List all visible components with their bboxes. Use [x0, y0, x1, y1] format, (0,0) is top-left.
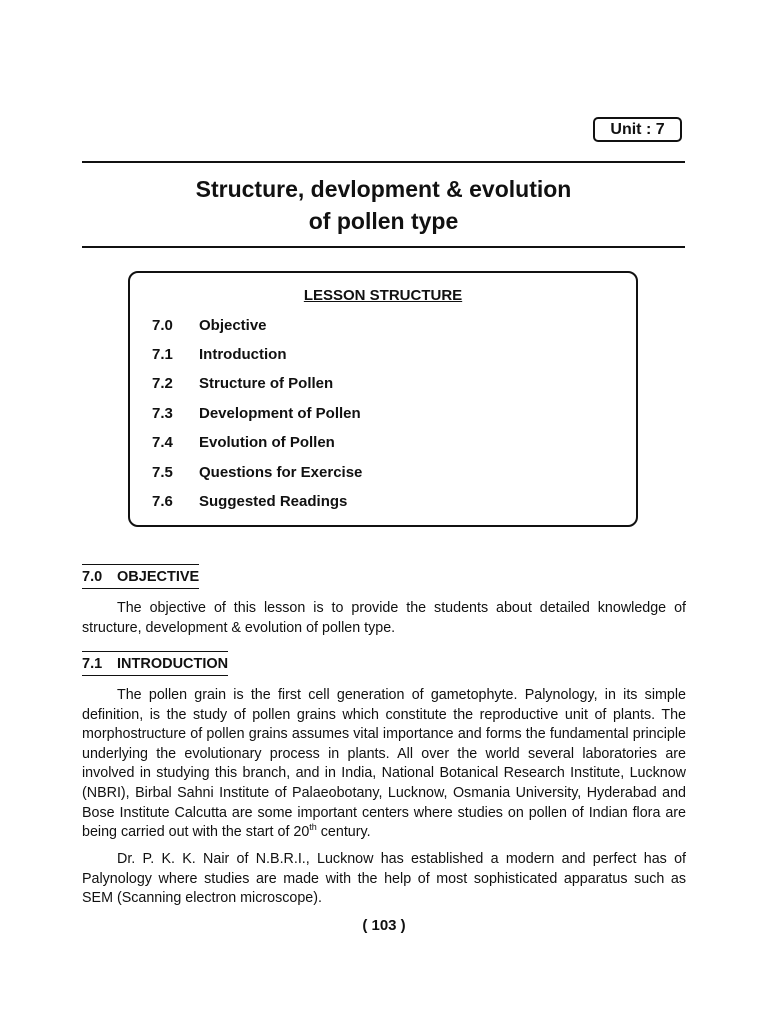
- lesson-structure-box: [128, 271, 638, 527]
- lesson-item: [152, 464, 362, 482]
- lesson-item-number: 7.1: [152, 346, 173, 363]
- lesson-item-number: 7.6: [152, 493, 173, 510]
- lesson-item-number: 7.2: [152, 375, 173, 392]
- lesson-item-label: Questions for Exercise: [199, 464, 363, 481]
- lesson-item-number: 7.5: [152, 464, 173, 481]
- introduction-paragraph-1: [82, 686, 686, 843]
- section-number: 7.1: [82, 656, 103, 672]
- lesson-structure-heading: LESSON STRUCTURE: [303, 287, 463, 304]
- page-title: [82, 173, 685, 237]
- lesson-item-label: Suggested Readings: [199, 493, 348, 510]
- page-number: ( 103 ): [362, 917, 406, 934]
- superscript-th: th: [309, 822, 317, 833]
- lesson-item-label: Structure of Pollen: [199, 375, 334, 392]
- section-heading-introduction: [82, 651, 228, 676]
- lesson-item-number: 7.4: [152, 434, 173, 451]
- objective-paragraph: The objective of this lesson is to provide the students about detailed knowledge of structure, development & evolution of pollen type.: [82, 600, 686, 636]
- lesson-item-number: 7.0: [152, 317, 173, 334]
- introduction-paragraph-1-text: The pollen grain is the first cell generation of gametophyte. Palynology, in its simple definition, is the study of pollen grains which constitute the reproductive unit of plants. The morphostructure of pollen grains assumes vital importance and forms the fundamental principle underlying the evolutionary process in plants. All over the world several laboratories are involved in studying this branch, and in India, National Botanical Research Institute, Lucknow (NBRI), Birbal Sahni Institute of Palaeobotany, Lucknow, Osmania University, Hyderabad and Bose Institute Calcutta are some important centers where studies on pollen of Indian flora are being carried out with the start of 20: [82, 687, 686, 841]
- section-title: OBJECTIVE: [117, 569, 200, 585]
- lesson-item-label: Evolution of Pollen: [199, 434, 335, 451]
- section-number: 7.0: [82, 569, 103, 585]
- unit-label: Unit : 7: [593, 117, 682, 142]
- introduction-paragraph-2: Dr. P. K. K. Nair of N.B.R.I., Lucknow has established a modern and perfect has of Palynology where studies are made with the help of most sophisticated apparatus such as SEM (Scanning electron microscope).: [82, 851, 686, 907]
- title-top-rule: [82, 161, 685, 163]
- title-bottom-rule: [82, 246, 685, 248]
- lesson-item: [152, 493, 347, 511]
- page-title-line-2: of pollen type: [308, 208, 459, 234]
- lesson-item: [152, 317, 267, 335]
- lesson-item: [152, 405, 361, 423]
- lesson-item-label: Objective: [199, 317, 267, 334]
- introduction-paragraph-1-end: century.: [316, 824, 371, 841]
- lesson-item-number: 7.3: [152, 405, 173, 422]
- lesson-item: [152, 434, 335, 452]
- lesson-item-label: Development of Pollen: [199, 405, 361, 422]
- section-title: INTRODUCTION: [117, 656, 229, 672]
- lesson-item: [152, 346, 286, 364]
- lesson-item-label: Introduction: [199, 346, 287, 363]
- page-title-line-1: Structure, devlopment & evolution: [195, 176, 572, 202]
- lesson-item: [152, 375, 333, 393]
- section-heading-objective: [82, 564, 199, 589]
